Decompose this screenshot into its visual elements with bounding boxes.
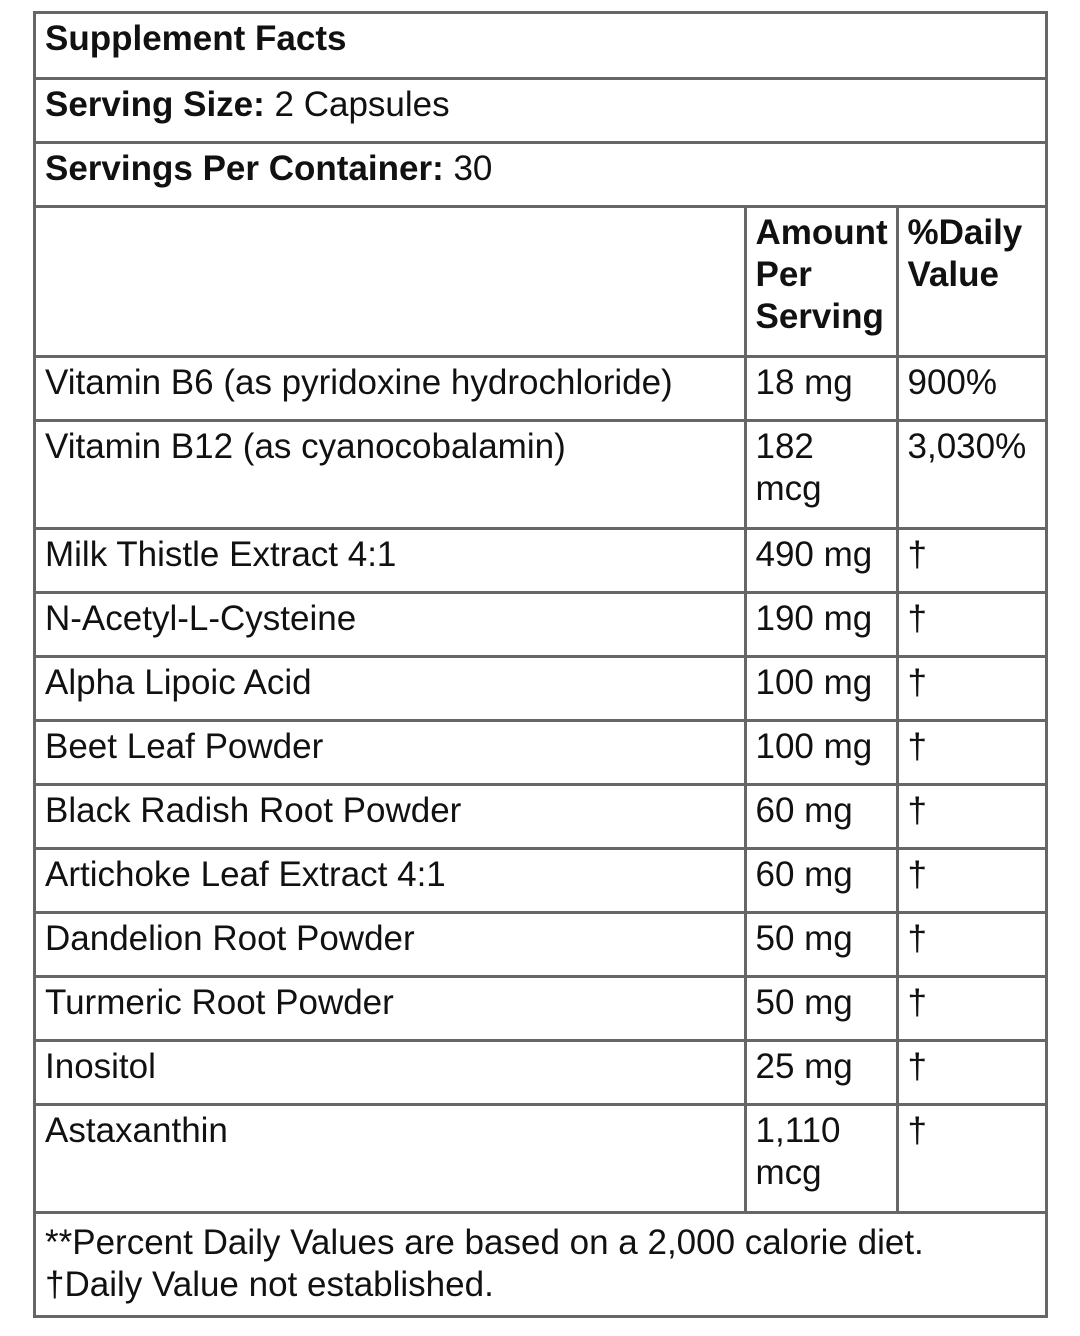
ingredient-name: Dandelion Root Powder [36,912,745,976]
ingredient-name: Vitamin B6 (as pyridoxine hydrochloride) [36,356,745,420]
panel-title: Supplement Facts [36,14,1045,78]
ingredient-amount: 50 mg [745,912,897,976]
ingredient-name: Turmeric Root Powder [36,976,745,1040]
ingredient-amount: 100 mg [745,720,897,784]
amount-column-header: Amount Per Serving [745,206,897,356]
ingredient-daily-value: † [897,1104,1045,1212]
serving-size [36,78,1045,142]
serving-size-label: Serving Size: [45,84,265,124]
ingredient-daily-value: 900% [897,356,1045,420]
ingredient-daily-value: † [897,976,1045,1040]
ingredient-column-header [36,206,745,356]
table-row [36,784,1045,848]
ingredient-daily-value: 3,030% [897,420,1045,528]
ingredient-daily-value: † [897,592,1045,656]
ingredient-name: Milk Thistle Extract 4:1 [36,528,745,592]
footnote-daily-values: **Percent Daily Values are based on a 2,000 calorie diet. [45,1222,924,1262]
ingredient-name: N-Acetyl-L-Cysteine [36,592,745,656]
footnote-row [36,1212,1045,1322]
table-row [36,528,1045,592]
ingredient-name: Artichoke Leaf Extract 4:1 [36,848,745,912]
ingredient-amount: 190 mg [745,592,897,656]
column-header-row [36,206,1045,356]
ingredient-amount: 60 mg [745,784,897,848]
table-row [36,912,1045,976]
ingredient-daily-value: † [897,848,1045,912]
title-row [36,14,1045,78]
ingredient-daily-value: † [897,720,1045,784]
ingredient-amount: 182 mcg [745,420,897,528]
ingredient-daily-value: † [897,912,1045,976]
table-row [36,976,1045,1040]
ingredient-name: Inositol [36,1040,745,1104]
supplement-facts-panel [33,11,1048,1318]
ingredient-amount: 60 mg [745,848,897,912]
ingredient-amount: 25 mg [745,1040,897,1104]
ingredient-daily-value: † [897,784,1045,848]
servings-per-container [36,142,1045,206]
table-row [36,1040,1045,1104]
footnote-dagger: †Daily Value not established. [45,1264,494,1304]
ingredient-amount: 50 mg [745,976,897,1040]
table-row [36,720,1045,784]
table-row [36,592,1045,656]
table-row [36,848,1045,912]
table-row [36,1104,1045,1212]
ingredient-daily-value: † [897,528,1045,592]
ingredient-amount: 100 mg [745,656,897,720]
daily-value-column-header: %Daily Value [897,206,1045,356]
supplement-facts-table [36,14,1045,1322]
ingredient-name: Astaxanthin [36,1104,745,1212]
ingredient-amount: 490 mg [745,528,897,592]
ingredient-daily-value: † [897,656,1045,720]
table-row [36,420,1045,528]
ingredient-name: Alpha Lipoic Acid [36,656,745,720]
serving-size-value: 2 Capsules [274,84,450,124]
ingredient-amount: 1,110 mcg [745,1104,897,1212]
ingredient-name: Beet Leaf Powder [36,720,745,784]
table-row [36,656,1045,720]
ingredient-name: Black Radish Root Powder [36,784,745,848]
table-row [36,356,1045,420]
servings-per-container-row [36,142,1045,206]
ingredient-daily-value: † [897,1040,1045,1104]
ingredient-name: Vitamin B12 (as cyanocobalamin) [36,420,745,528]
servings-per-container-label: Servings Per Container: [45,148,444,188]
ingredient-amount: 18 mg [745,356,897,420]
footnotes [36,1212,1045,1322]
servings-per-container-value: 30 [453,148,493,188]
serving-size-row [36,78,1045,142]
